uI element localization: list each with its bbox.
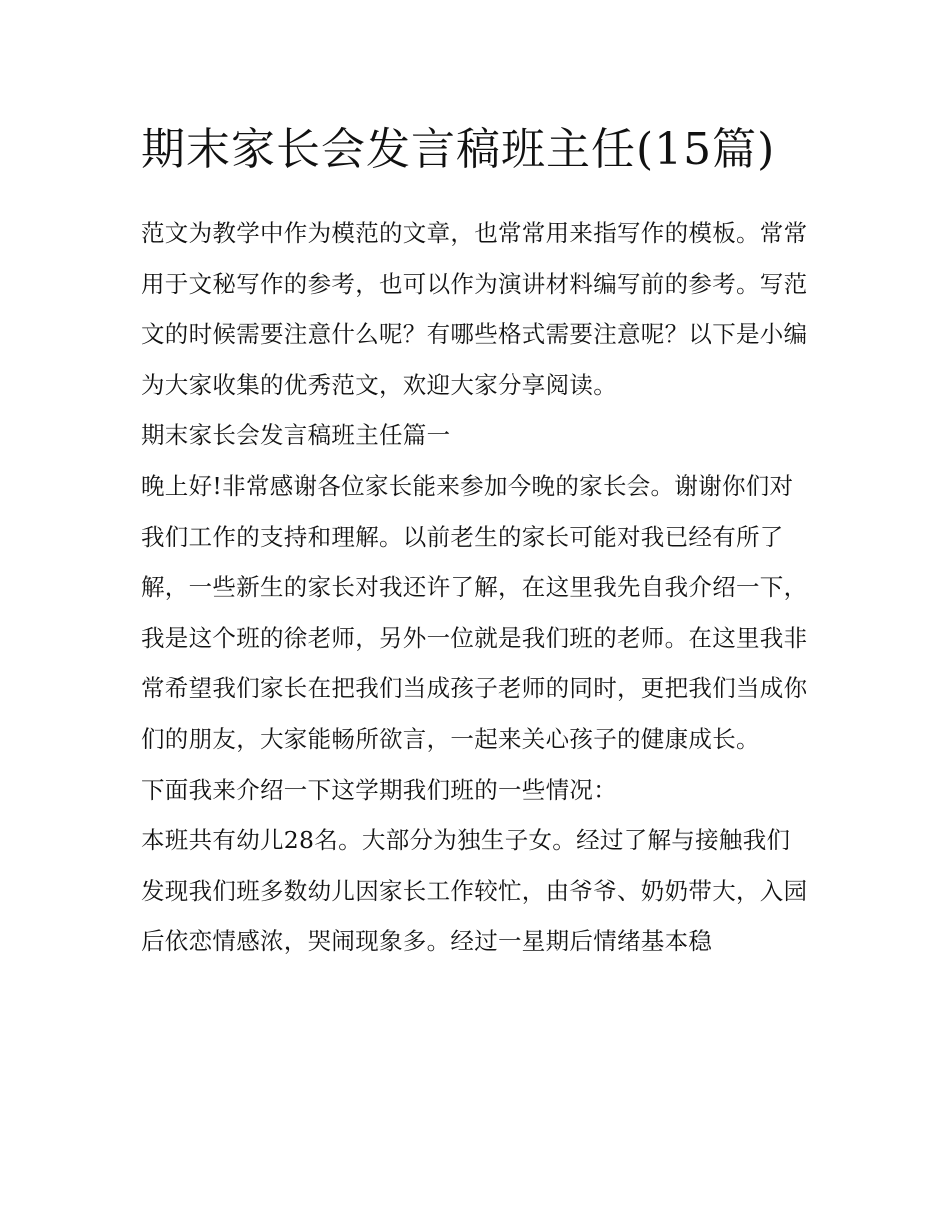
class-intro-paragraph: 下面我来介绍一下这学期我们班的一些情况： [141, 775, 617, 804]
document-body [141, 208, 813, 967]
section-heading: 期末家长会发言稿班主任篇一 [141, 421, 451, 450]
class-status-paragraph: 本班共有幼儿28名。大部分为独生子女。经过了解与接触我们发现我们班多数幼儿因家长工作较忙，由爷爷、奶奶带大，入园后依恋情感浓，哭闹现象多。经过一星期后情绪基本稳 [141, 826, 808, 956]
greeting-paragraph: 晚上好!非常感谢各位家长能来参加今晚的家长会。谢谢你们对我们工作的支持和理解。以前老生的家长可能对我已经有所了解，一些新生的家长对我还许了解，在这里我先自我介绍一下，我是这个班的徐老师，另外一位就是我们班的老师。在这里我非常希望我们家长在把我们当成孩子老师的同时，更把我们当成你们的朋友，大家能畅所欲言，一起来关心孩子的健康成长。 [141, 471, 808, 753]
document-title: 期末家长会发言稿班主任(15篇) [141, 124, 776, 175]
intro-paragraph: 范文为教学中作为模范的文章，也常常用来指写作的模板。常常用于文秘写作的参考，也可以作为演讲材料编写前的参考。写范文的时候需要注意什么呢？有哪些格式需要注意呢？以下是小编为大家收集的优秀范文，欢迎大家分享阅读。 [141, 219, 808, 399]
document-content [141, 112, 813, 967]
